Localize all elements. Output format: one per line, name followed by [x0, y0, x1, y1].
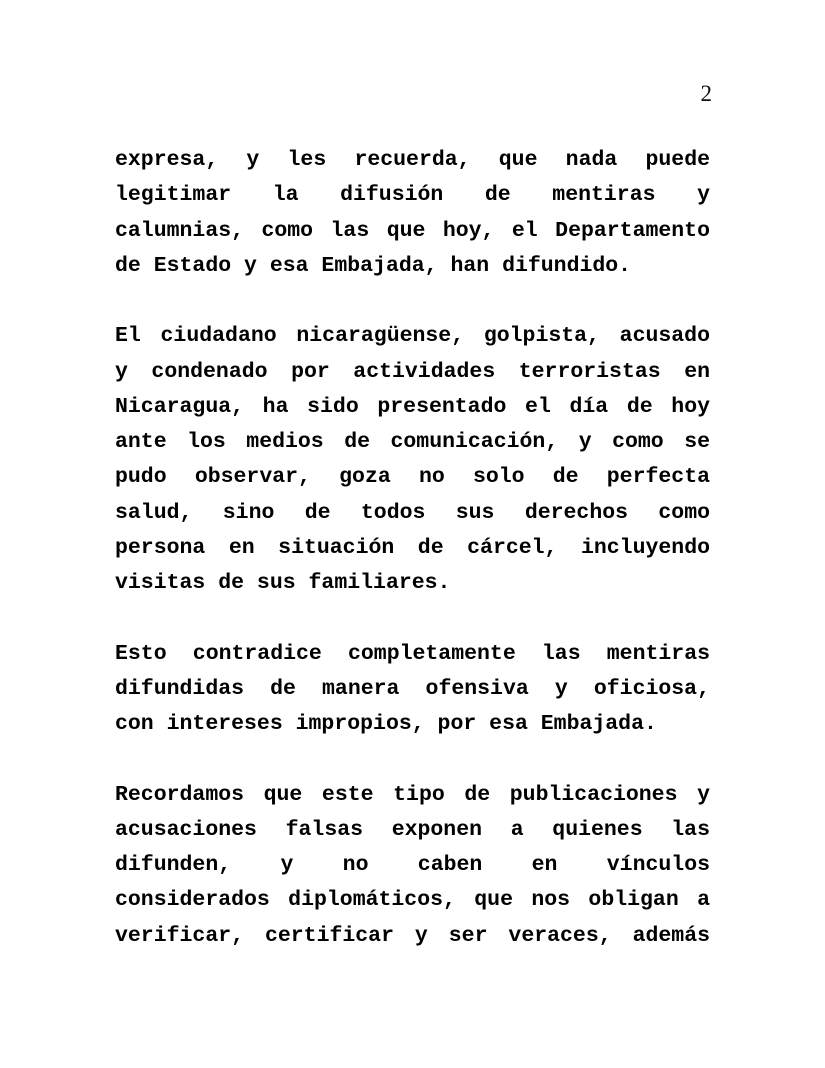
text-line: ante los medios de comunicación, y como se	[115, 430, 710, 454]
text-line: expresa, y les recuerda, que nada puede	[115, 148, 710, 172]
text-line: persona en situación de cárcel, incluyendo	[115, 535, 710, 560]
text-line: verificar, certificar y ser veraces, además	[115, 923, 710, 948]
text-line: Nicaragua, ha sido presentado el día de hoy	[115, 394, 710, 419]
paragraph	[115, 637, 710, 743]
document-body	[115, 143, 710, 954]
text-line: El ciudadano nicaragüense, golpista, acusado	[115, 324, 710, 349]
text-line: considerados diplomáticos, que nos obligan a	[115, 888, 710, 913]
text-line: legitimar la difusión de mentiras y	[115, 183, 710, 208]
text-line: calumnias, como las que hoy, el Departamento	[115, 218, 710, 243]
text-line: pudo observar, goza no solo de perfecta	[115, 465, 710, 490]
text-line: visitas de sus familiares.	[115, 571, 451, 595]
text-line: con intereses impropios, por esa Embajada.	[115, 712, 657, 736]
text-line: difundidas de manera ofensiva y oficiosa,	[115, 676, 710, 701]
text-line: difunden, y no caben en vínculos	[115, 853, 710, 877]
page-number: 2	[700, 81, 712, 106]
text-line: y condenado por actividades terroristas en	[115, 359, 710, 384]
text-line: acusaciones falsas exponen a quienes las	[115, 817, 710, 842]
paragraph	[115, 778, 710, 954]
text-line: Recordamos que este tipo de publicaciones y	[115, 782, 710, 807]
text-line: salud, sino de todos sus derechos como	[115, 500, 710, 525]
text-line: de Estado y esa Embajada, han difundido.	[115, 253, 632, 278]
paragraph	[115, 143, 710, 284]
text-line: Esto contradice completamente las mentiras	[115, 641, 710, 666]
paragraph	[115, 319, 710, 601]
